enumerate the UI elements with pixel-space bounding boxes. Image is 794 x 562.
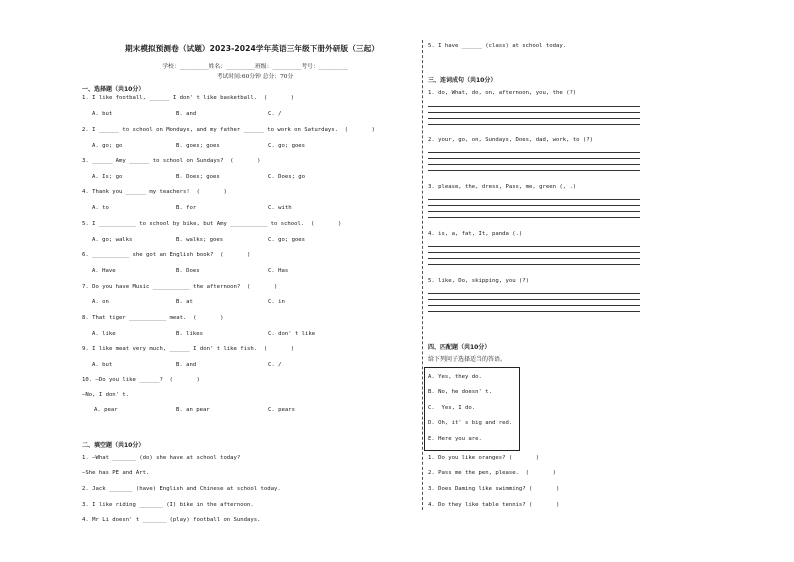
question-line: 7. Do you have Music ___________ the afternoon? ( ) bbox=[82, 284, 278, 290]
section2-heading: 二、填空题（共10分） bbox=[82, 442, 145, 449]
option-a: A. pear bbox=[94, 407, 118, 413]
answer-line bbox=[428, 311, 640, 312]
question-line: 10. —Do you like ______? ( ) bbox=[82, 377, 200, 383]
answer-option: C. Yes, I do. bbox=[428, 405, 476, 411]
student-info-line: 学校：__________姓名：__________班级：__________考号：__________ bbox=[162, 64, 348, 70]
answer-line bbox=[428, 299, 640, 300]
answer-option: B. No, he doesn' t. bbox=[428, 389, 492, 395]
question-line: —No, I don' t. bbox=[82, 392, 130, 398]
reorder-question: 5. like, Do, skipping, you (?) bbox=[428, 278, 530, 284]
option-b: B. goes; goes bbox=[176, 143, 220, 149]
section4-instruction: 给下列问子选择适当的答语。 bbox=[428, 356, 507, 363]
fill-line: 3. I like riding _______ (I) bike in the afternoon. bbox=[82, 502, 254, 508]
option-b: B. likes bbox=[176, 331, 203, 337]
fill-line: 5. I have ______ (class) at school today. bbox=[428, 43, 567, 49]
reorder-question: 3. please, the, dress, Pass, me, green (, .) bbox=[428, 184, 577, 190]
answer-line bbox=[428, 118, 640, 119]
option-a: A. on bbox=[92, 299, 109, 305]
option-a: A. Have bbox=[92, 268, 116, 274]
option-c: C. / bbox=[268, 111, 282, 117]
match-question: 3. Does Daming like swimming? ( ) bbox=[428, 486, 560, 492]
question-line: 8. That tiger ___________ meat. ( ) bbox=[82, 315, 224, 321]
option-a: A. but bbox=[92, 111, 113, 117]
option-c: C. go; goes bbox=[268, 237, 306, 243]
option-a: A. but bbox=[92, 362, 113, 368]
reorder-question: 4. is, a, fat, It, panda (.) bbox=[428, 231, 523, 237]
question-line: 9. I like meat very much, ______ I don' t like fish. ( ) bbox=[82, 346, 295, 352]
answer-line bbox=[428, 205, 640, 206]
answer-option: D. Oh, it' s big and red. bbox=[428, 420, 513, 426]
answer-line bbox=[428, 199, 640, 200]
reorder-question: 2. your, go, on, Sundays, Does, dad, work, to (?) bbox=[428, 137, 594, 143]
answer-line bbox=[428, 211, 640, 212]
fill-line: —She has PE and Art. bbox=[82, 470, 150, 476]
option-c: C. go; goes bbox=[268, 143, 306, 149]
question-line: 1. I like football, ______ I don' t like basketball. ( ) bbox=[82, 95, 295, 101]
option-b: B. for bbox=[176, 205, 197, 211]
option-c: C. Does; go bbox=[268, 174, 306, 180]
fill-line: 4. Mr Li doesn' t _______ (play) football on Sundays. bbox=[82, 517, 261, 523]
option-a: A. to bbox=[92, 205, 109, 211]
answer-line bbox=[428, 164, 640, 165]
section1-heading: 一、选择题（共10分） bbox=[82, 86, 145, 93]
option-c: C. in bbox=[268, 299, 285, 305]
option-a: A. like bbox=[92, 331, 116, 337]
match-question: 2. Pass me the pen, please. ( ) bbox=[428, 470, 556, 476]
section4-heading: 四、匹配题（共10分） bbox=[428, 344, 491, 351]
answer-line bbox=[428, 246, 640, 247]
option-c: C. Has bbox=[268, 268, 289, 274]
fill-line: 1. —What _______ (do) she have at school today? bbox=[82, 455, 241, 461]
question-line: 5. I ___________ to school by bike, but Amy ___________ to school. ( ) bbox=[82, 221, 342, 227]
page-title: 期末模拟预测卷（试题）2023-2024学年英语三年级下册外研版（三起） bbox=[124, 44, 380, 53]
question-line: 2. I ______ to school on Mondays, and my father ______ to work on Saturdays. ( ) bbox=[82, 127, 375, 133]
answer-line bbox=[428, 170, 640, 171]
question-line: 6. ___________ she got an English book? ( ) bbox=[82, 252, 251, 258]
answer-line bbox=[428, 124, 640, 125]
answer-line bbox=[428, 264, 640, 265]
answer-line bbox=[428, 106, 640, 107]
option-b: B. and bbox=[176, 111, 197, 117]
answer-option: E. Here you are. bbox=[428, 436, 482, 442]
option-c: C. pears bbox=[268, 407, 295, 413]
option-b: B. an pear bbox=[176, 407, 210, 413]
answer-line bbox=[428, 258, 640, 259]
option-c: C. don' t like bbox=[268, 331, 316, 337]
answer-line bbox=[428, 217, 640, 218]
match-question: 1. Do you like oranges? ( ) bbox=[428, 455, 540, 461]
question-line: 4. Thank you ______ my teachers! ( ) bbox=[82, 189, 227, 195]
option-b: B. walks; goes bbox=[176, 237, 224, 243]
answer-option: A. Yes, they do. bbox=[428, 374, 482, 380]
answer-line bbox=[428, 158, 640, 159]
column-divider bbox=[422, 40, 423, 510]
option-a: A. Is; go bbox=[92, 174, 123, 180]
match-question: 4. Do they like table tennis? ( ) bbox=[428, 502, 560, 508]
question-line: 3. ______ Amy ______ to school on Sundays? ( ) bbox=[82, 158, 261, 164]
answer-line bbox=[428, 305, 640, 306]
exam-time-line: 考试时间:60分钟 总分：70分 bbox=[216, 74, 294, 80]
option-c: C. / bbox=[268, 362, 282, 368]
option-c: C. with bbox=[268, 205, 292, 211]
option-a: A. go; go bbox=[92, 143, 123, 149]
option-b: B. and bbox=[176, 362, 197, 368]
option-b: B. Does bbox=[176, 268, 200, 274]
fill-line: 2. Jack _______ (have) English and Chinese at school today. bbox=[82, 486, 281, 492]
answer-line bbox=[428, 152, 640, 153]
answer-line bbox=[428, 293, 640, 294]
option-b: B. Does; goes bbox=[176, 174, 220, 180]
reorder-question: 1. do, What, do, on, afternoon, you, the (?) bbox=[428, 90, 577, 96]
option-b: B. at bbox=[176, 299, 193, 305]
section3-heading: 三、连词成句（共10分） bbox=[428, 77, 497, 84]
option-a: A. go; walks bbox=[92, 237, 133, 243]
answer-line bbox=[428, 112, 640, 113]
answer-line bbox=[428, 252, 640, 253]
